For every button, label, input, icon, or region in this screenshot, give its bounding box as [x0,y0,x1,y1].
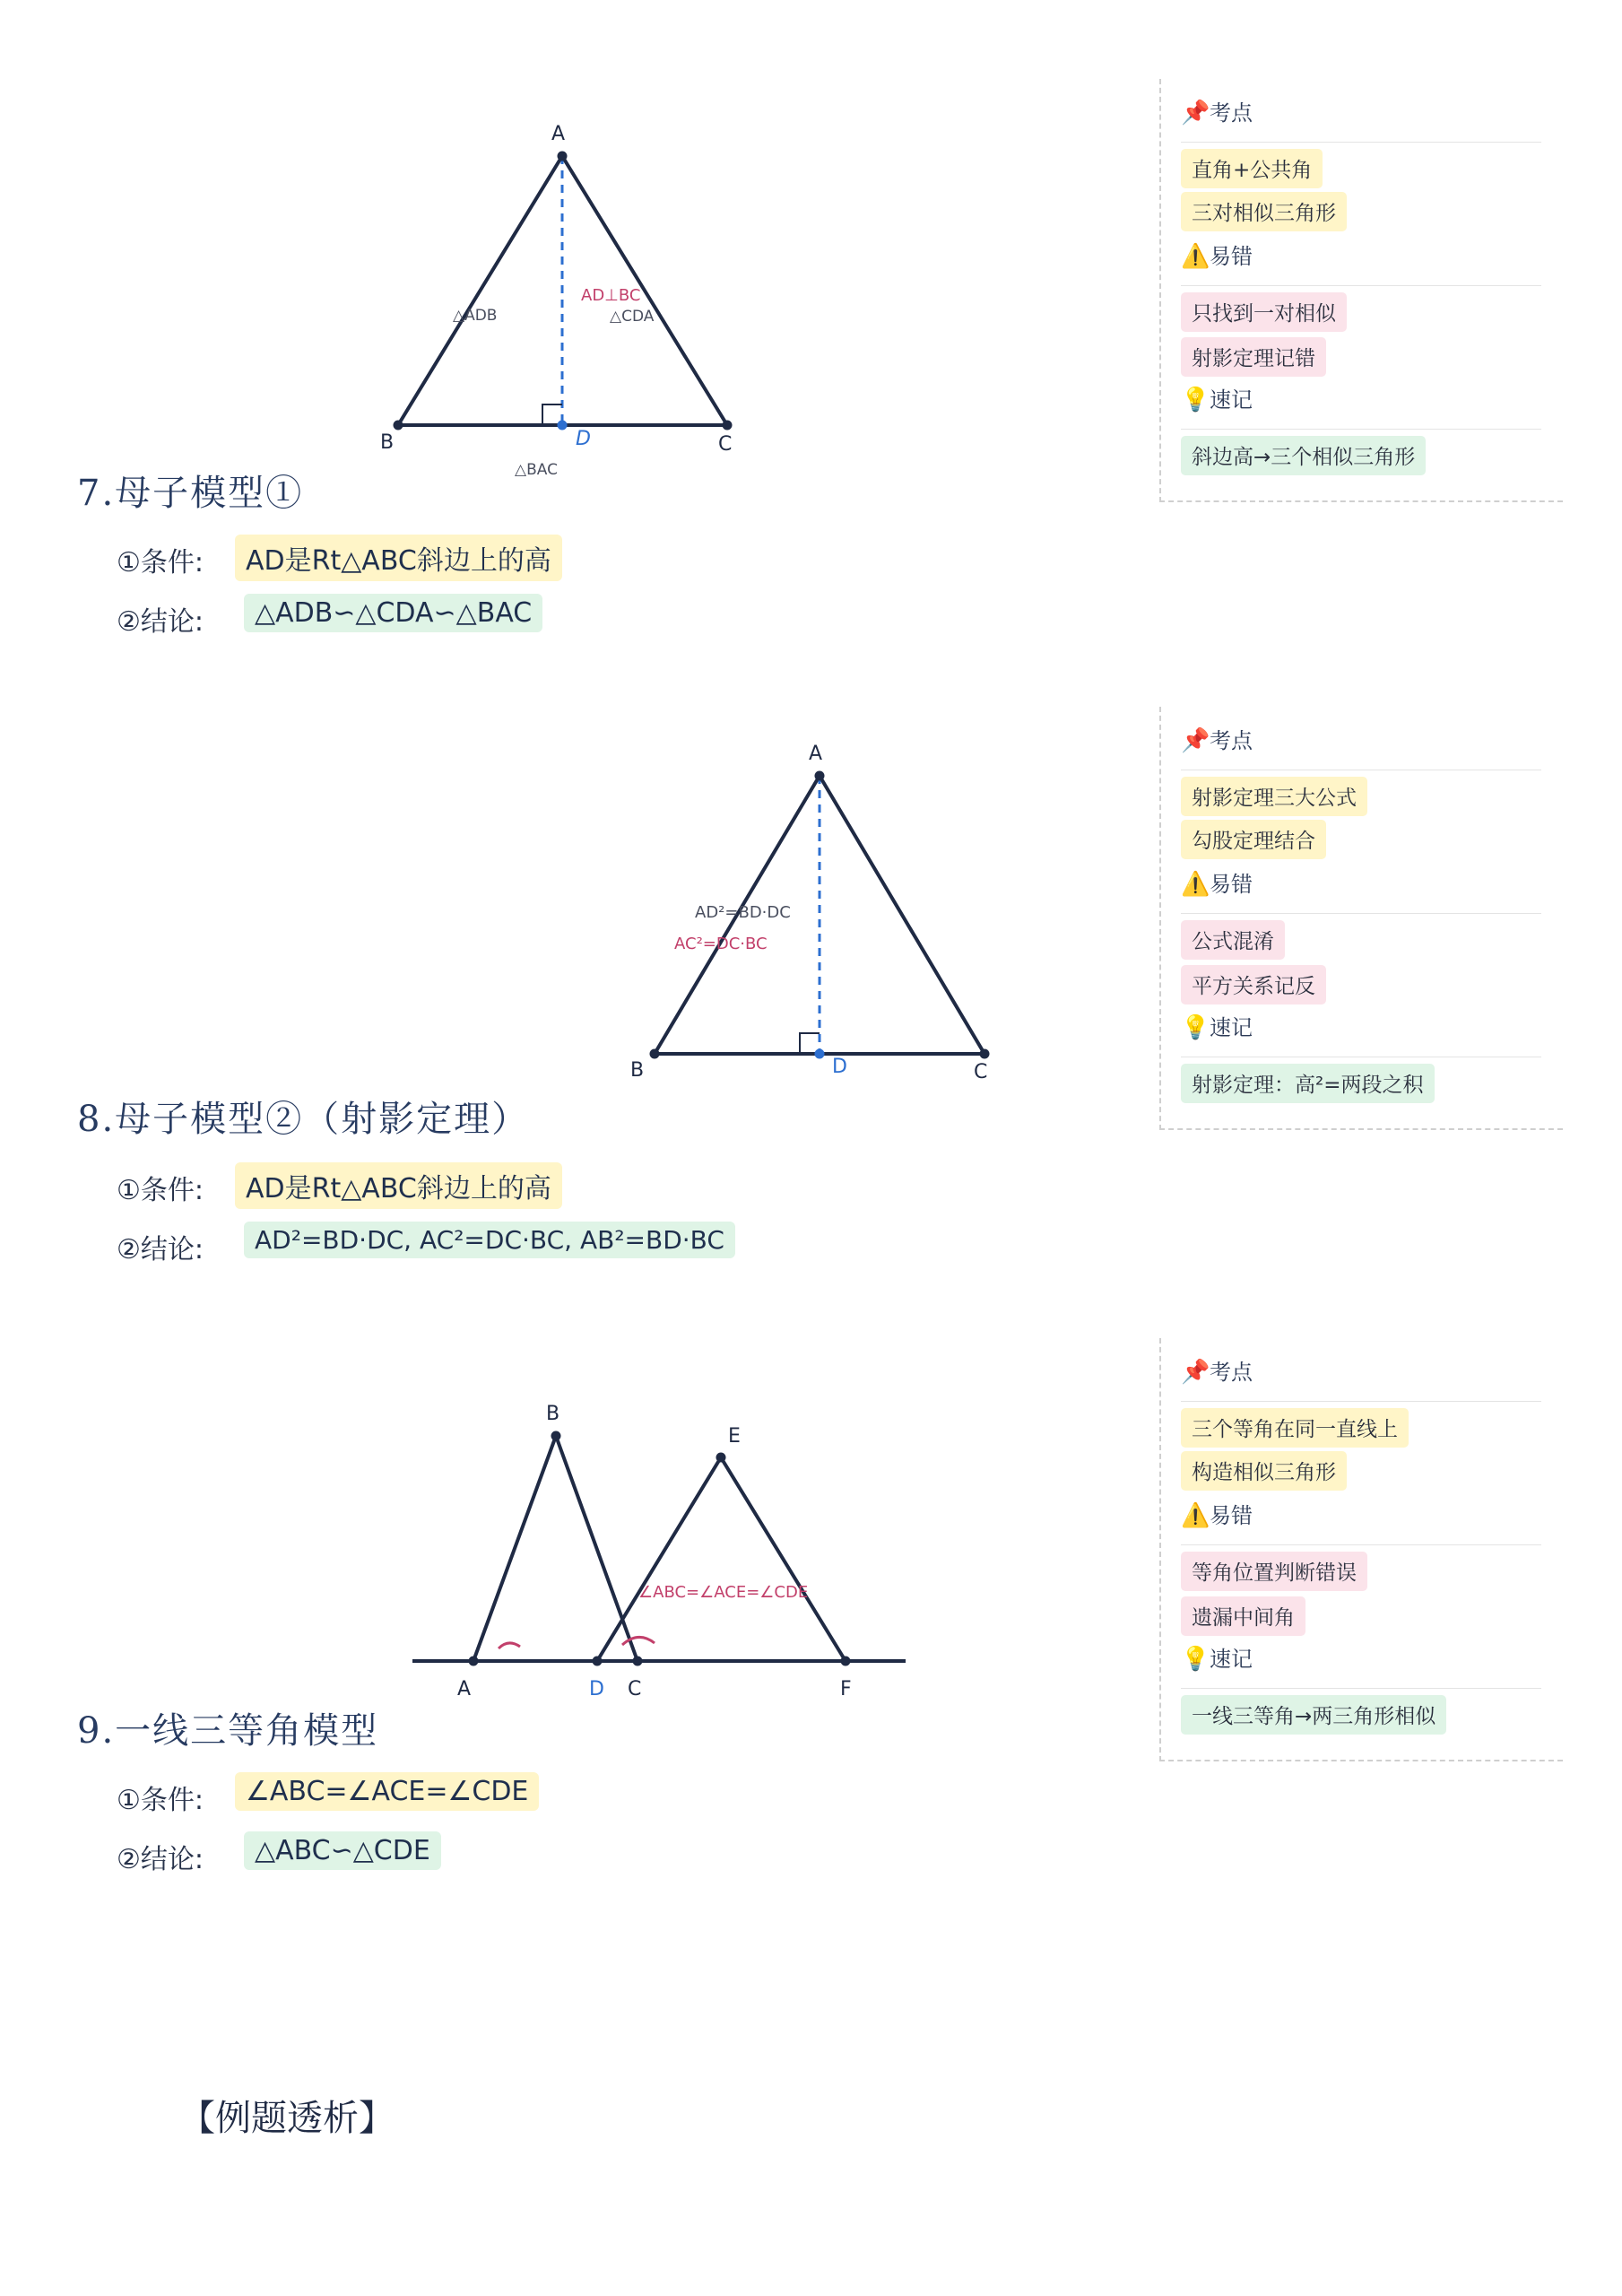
card-9-kaodian-item: 构造相似三角形 [1181,1451,1347,1491]
card-9-kaodian-item: 三个等角在同一直线上 [1181,1408,1409,1448]
card-9-yicuo-item: 遗漏中间角 [1181,1596,1305,1636]
card-7-suji-title: 速记 [1210,387,1253,413]
triangle-abc-9 [473,1436,638,1661]
card-7-yicuo-item: 只找到一对相似 [1181,292,1347,332]
label-c-7: C [718,433,733,456]
section-7-condition-value: AD是Rt△ABC斜边上的高 [235,535,562,581]
card-9-suji-title: 速记 [1210,1647,1253,1672]
label-a-9: A [457,1678,472,1700]
card-8-kaodian-title: 考点 [1210,728,1253,753]
section-8-title: 8.母子模型②（射影定理） [77,1099,530,1140]
section-8-conclusion-label: ②结论: [117,1234,204,1265]
label-ad-perp-bc: AD⊥BC [581,286,641,305]
label-c-9: C [628,1678,642,1700]
card-9-suji-item: 一线三等角→两三角形相似 [1181,1695,1446,1735]
label-formula-ad: AD²=BD·DC [695,903,791,922]
section-9-title: 9.一线三等角模型 [77,1710,379,1752]
card-7-yicuo-title: 易错 [1210,244,1253,269]
card-8-kaodian-item: 勾股定理结合 [1181,820,1326,859]
section-8-condition-label: ①条件: [117,1175,204,1206]
notes-card-8 [1159,707,1563,1130]
label-a-7: A [551,123,566,145]
section-9-condition-label: ①条件: [117,1785,204,1816]
example-heading: 【例题透析】 [179,2098,395,2139]
angle-arc-c-9 [622,1637,655,1645]
card-8-kaodian-head [1181,723,1253,754]
label-e-9: E [728,1425,741,1448]
divider [1181,1688,1541,1689]
divider [1181,429,1541,430]
divider [1181,1544,1541,1545]
divider [1181,285,1541,286]
card-7-kaodian-head [1181,95,1253,126]
card-8-yicuo-title: 易错 [1210,872,1253,897]
label-triangle-cda: △CDA [610,308,655,326]
section-7-title: 7.母子模型① [77,473,304,514]
lightbulb-icon: 💡 [1181,1014,1210,1041]
section-8-condition-value: AD是Rt△ABC斜边上的高 [235,1162,562,1209]
pushpin-icon: 📌 [1181,100,1210,126]
card-7-yicuo-head [1181,239,1253,270]
lightbulb-icon: 💡 [1181,1646,1210,1673]
point-f-9 [841,1657,851,1666]
card-8-suji-head [1181,1010,1253,1041]
card-9-yicuo-item: 等角位置判断错误 [1181,1552,1367,1591]
lightbulb-icon: 💡 [1181,387,1210,413]
notes-card-9 [1159,1338,1563,1761]
label-f-9: F [840,1678,852,1700]
card-9-yicuo-title: 易错 [1210,1503,1253,1528]
card-7-suji-item: 斜边高→三个相似三角形 [1181,436,1426,475]
card-7-yicuo-item: 射影定理记错 [1181,337,1326,377]
card-8-kaodian-item: 射影定理三大公式 [1181,777,1367,816]
point-e-9 [716,1453,726,1463]
pushpin-icon: 📌 [1181,1359,1210,1386]
warning-icon: ⚠️ [1181,1502,1210,1529]
label-c-8: C [974,1061,988,1083]
section-9-condition-value: ∠ABC=∠ACE=∠CDE [235,1772,539,1811]
section-9-conclusion-value: △ABC∽△CDE [244,1831,441,1870]
card-8-suji-title: 速记 [1210,1015,1253,1040]
section-9-conclusion-label: ②结论: [117,1844,204,1875]
label-d-7: D [576,428,591,450]
card-9-yicuo-head [1181,1498,1253,1529]
card-8-suji-item: 射影定理：高²=两段之积 [1181,1064,1435,1103]
label-triangle-bac: △BAC [515,461,558,479]
card-7-kaodian-item: 直角+公共角 [1181,149,1323,188]
section-7-conclusion-value: △ADB∽△CDA∽△BAC [244,594,542,632]
label-d-8: D [832,1056,847,1078]
label-a-8: A [809,743,823,765]
angle-arc-a-9 [499,1643,520,1648]
divider [1181,1401,1541,1402]
section-7-condition-label: ①条件: [117,547,204,578]
section-7-conclusion-label: ②结论: [117,606,204,638]
card-9-suji-head [1181,1641,1253,1673]
card-9-kaodian-title: 考点 [1210,1360,1253,1385]
triangle-cde-9 [597,1457,846,1661]
warning-icon: ⚠️ [1181,243,1210,270]
label-equal-angles: ∠ABC=∠ACE=∠CDE [638,1583,809,1602]
card-7-kaodian-item: 三对相似三角形 [1181,192,1347,231]
card-8-yicuo-head [1181,866,1253,898]
point-d-9 [593,1657,603,1666]
label-d-9: D [589,1678,604,1700]
card-7-kaodian-title: 考点 [1210,100,1253,126]
point-a-9 [469,1657,479,1666]
notes-card-7 [1159,79,1563,502]
warning-icon: ⚠️ [1181,871,1210,898]
label-b-7: B [380,431,395,454]
card-8-yicuo-item: 平方关系记反 [1181,965,1326,1004]
pushpin-icon: 📌 [1181,727,1210,754]
card-7-suji-head [1181,382,1253,413]
label-triangle-adb: △ADB [453,307,498,325]
label-b-8: B [630,1059,645,1082]
divider [1181,913,1541,914]
divider [1181,142,1541,143]
point-b-9 [551,1431,561,1441]
section-8-conclusion-value: AD²=BD·DC, AC²=DC·BC, AB²=BD·BC [244,1222,735,1258]
card-9-kaodian-head [1181,1354,1253,1386]
label-b-9: B [546,1403,560,1425]
label-formula-ac: AC²=DC·BC [674,935,768,953]
point-c-9 [633,1657,643,1666]
card-8-yicuo-item: 公式混淆 [1181,920,1285,960]
